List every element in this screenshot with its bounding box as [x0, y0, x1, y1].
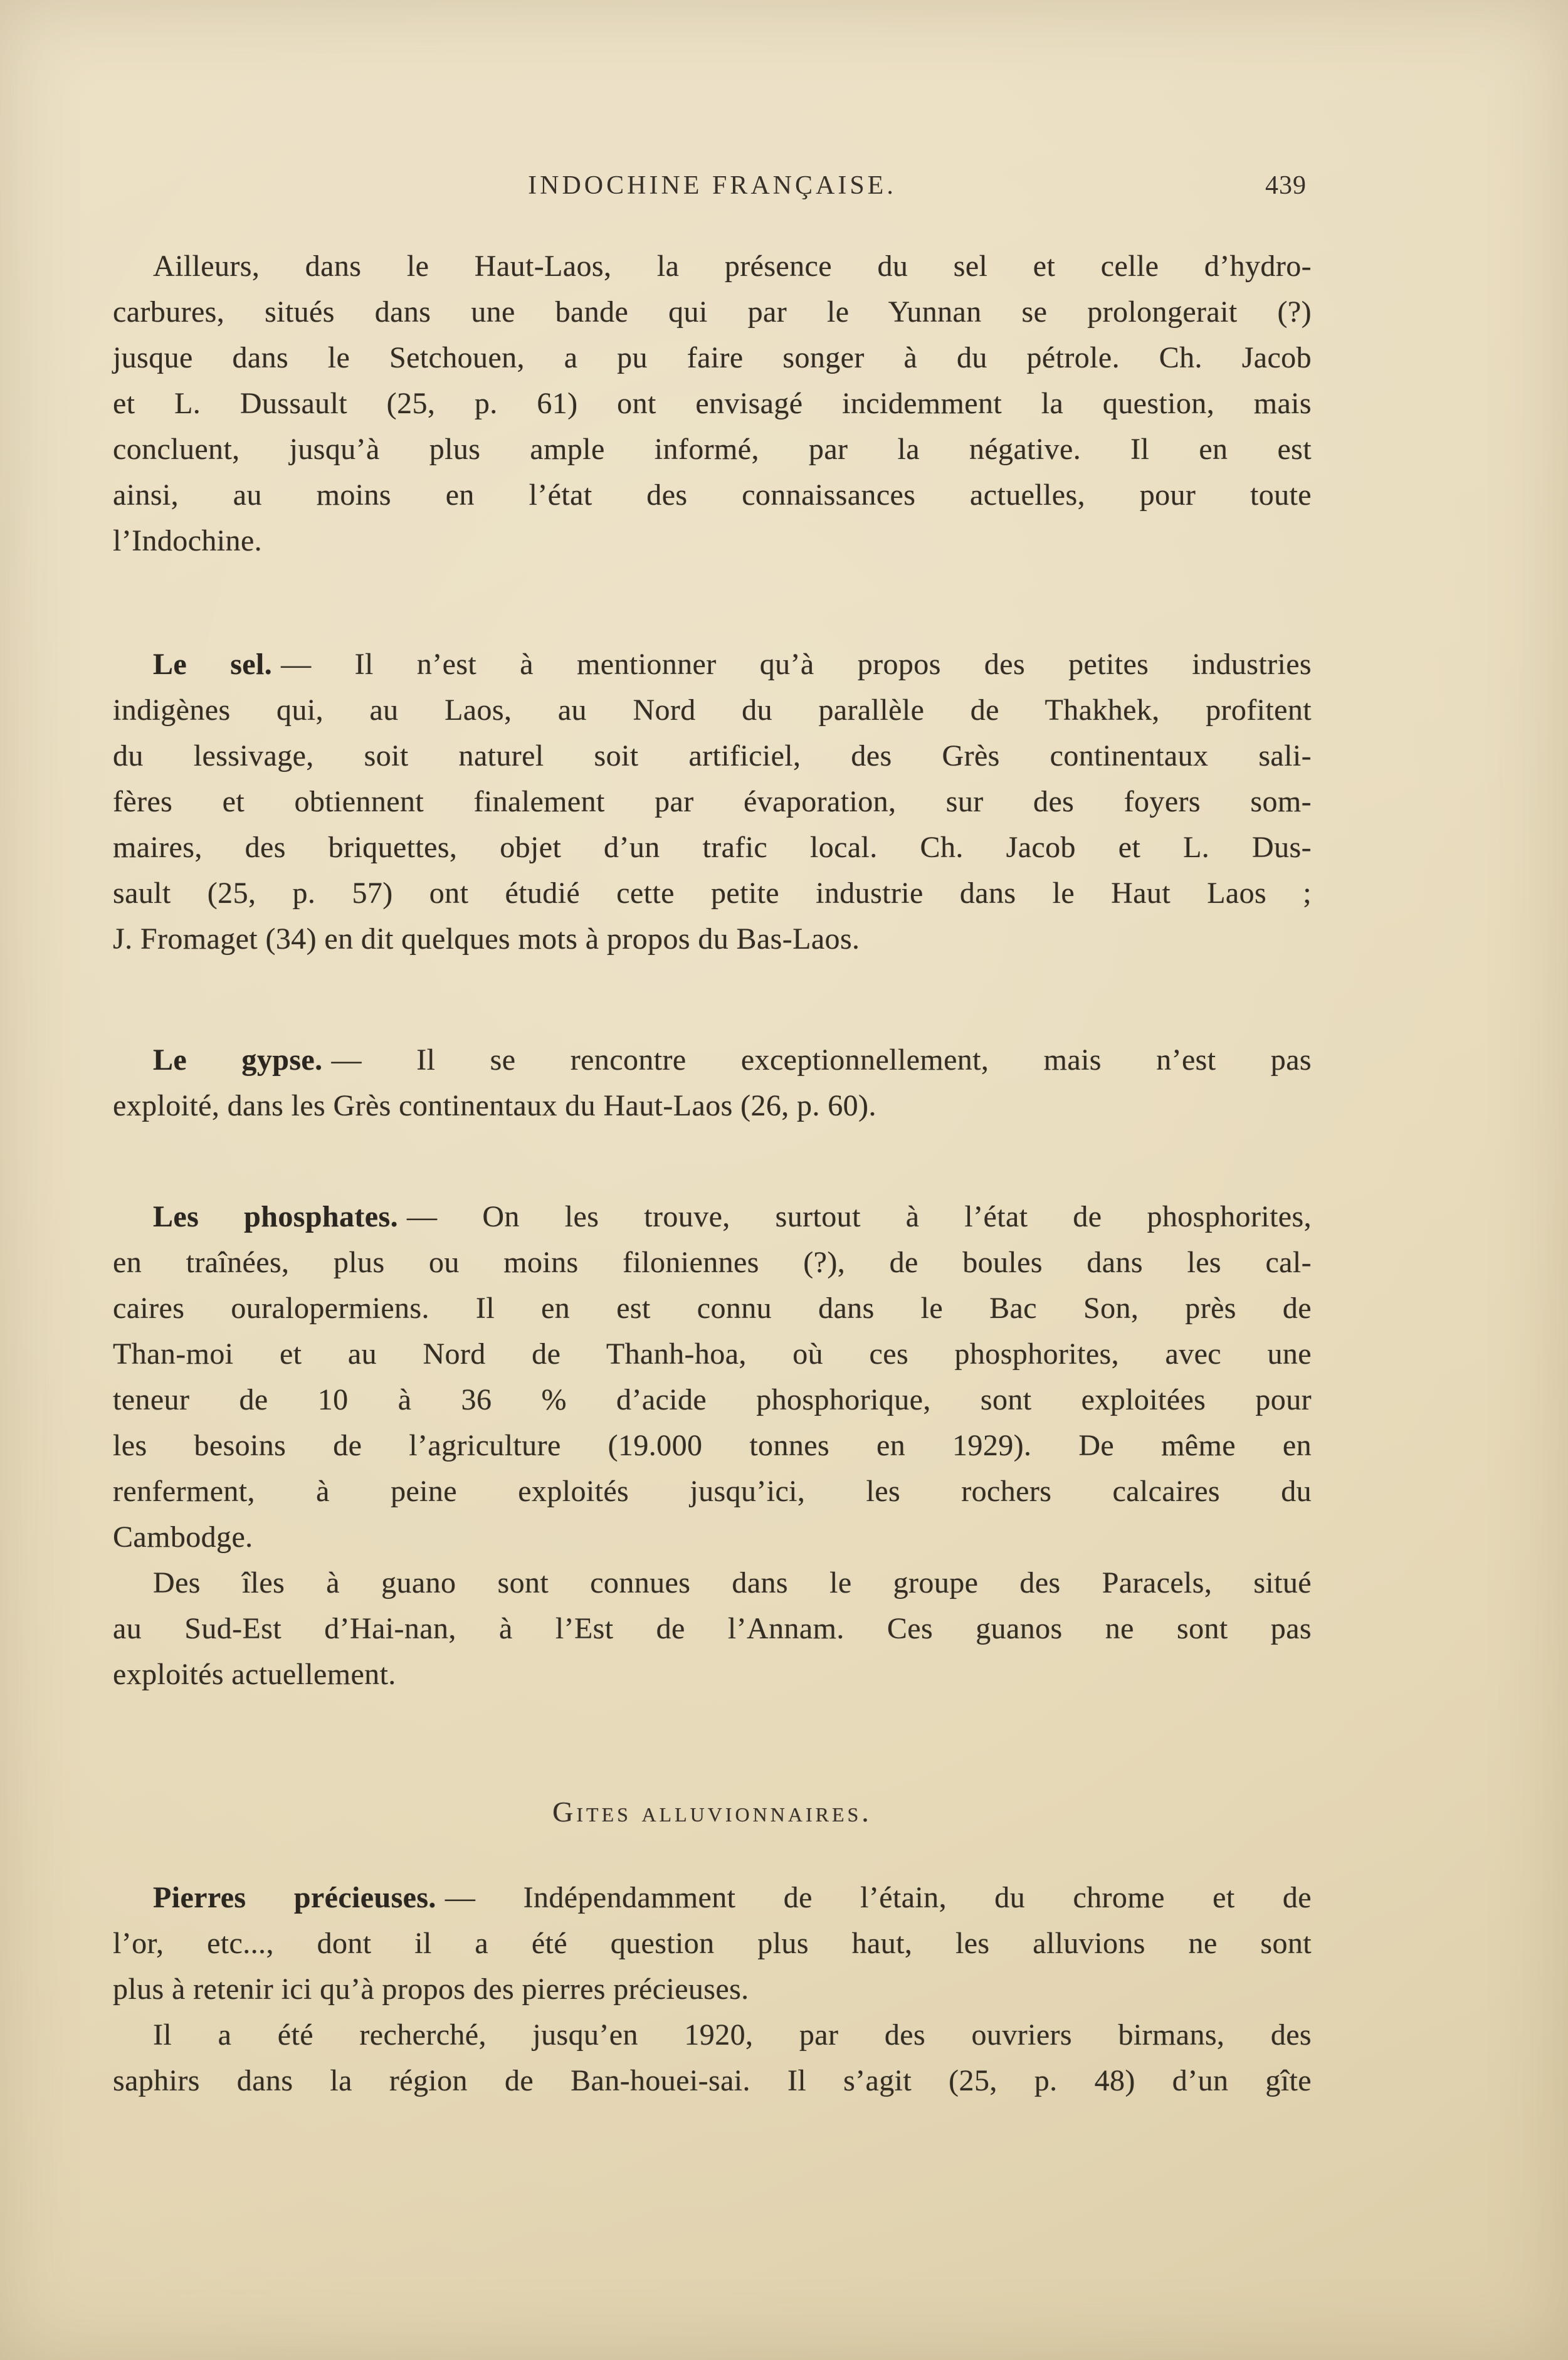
text-line: concluent, jusqu’à plus ample informé, par la négative. Il en est: [113, 433, 1312, 466]
paragraph-pierres-precieuses: [113, 1875, 1312, 2012]
text-line: l’or, etc..., dont il a été question plus haut, les alluvions ne sont: [113, 1927, 1312, 1960]
paragraph-lead: Le gypse.: [153, 1043, 323, 1077]
text-line: saphirs dans la région de Ban-houei-sai. Il s’agit (25, p. 48) d’un gîte: [113, 2064, 1312, 2097]
paragraph-les-phosphates: [113, 1194, 1312, 1560]
text-line: ainsi, au moins en l’état des connaissances actuelles, pour toute: [113, 478, 1312, 512]
text-line: Cambodge.: [113, 1520, 253, 1554]
paragraph-lead: Le sel.: [153, 648, 273, 681]
text-line: exploités actuellement.: [113, 1658, 396, 1691]
section-heading: Gites alluvionnaires.: [552, 1796, 872, 1828]
text-line: fères et obtiennent finalement par évaporation, sur des foyers som-: [113, 785, 1312, 818]
text-line: caires ouralopermiens. Il en est connu dans le Bac Son, près de: [113, 1292, 1312, 1325]
page-number: 439: [1265, 171, 1307, 200]
text-line: [113, 1194, 1312, 1240]
text-line: indigènes qui, au Laos, au Nord du parallèle de Thakhek, profitent: [113, 693, 1312, 727]
text-line: maires, des briquettes, objet d’un trafic local. Ch. Jacob et L. Dus-: [113, 831, 1312, 864]
text-line: les besoins de l’agriculture (19.000 tonnes en 1929). De même en: [113, 1429, 1312, 1462]
text-line: exploité, dans les Grès continentaux du Haut-Laos (26, p. 60).: [113, 1089, 876, 1122]
text-line: en traînées, plus ou moins filoniennes (?), de boules dans les cal-: [113, 1246, 1312, 1279]
paragraph-le-sel: [113, 641, 1312, 962]
text-line: Than-moi et au Nord de Thanh-hoa, où ces phosphorites, avec une: [113, 1337, 1312, 1371]
text-line: sault (25, p. 57) ont étudié cette petite industrie dans le Haut Laos ;: [113, 877, 1312, 910]
paragraph-hydrocarbures: [113, 243, 1312, 564]
text-run: — Il n’est à mentionner qu’à propos des petites industries: [281, 648, 1312, 681]
running-header: [113, 169, 1312, 202]
text-line: au Sud-Est d’Hai-nan, à l’Est de l’Annam. Ces guanos ne sont pas: [113, 1612, 1312, 1645]
text-line: [113, 641, 1312, 687]
text-line: jusque dans le Setchouen, a pu faire songer à du pétrole. Ch. Jacob: [113, 341, 1312, 374]
paragraph-saphirs: [113, 2012, 1312, 2104]
paragraph-lead: Pierres précieuses.: [153, 1881, 436, 1914]
header-title: INDOCHINE FRANÇAISE.: [528, 171, 897, 200]
text-line: renferment, à peine exploités jusqu’ici, les rochers calcaires du: [113, 1475, 1312, 1508]
text-line: carbures, situés dans une bande qui par le Yunnan se prolongerait (?): [113, 295, 1312, 329]
paragraph-lead: Les phosphates.: [153, 1200, 398, 1233]
text-line: [113, 1037, 1312, 1083]
text-line: Ailleurs, dans le Haut-Laos, la présence du sel et celle d’hydro-: [153, 250, 1312, 283]
text-run: — On les trouve, surtout à l’état de phosphorites,: [407, 1200, 1312, 1233]
paragraph-guano: [113, 1560, 1312, 1697]
text-line: teneur de 10 à 36 % d’acide phosphorique, sont exploitées pour: [113, 1383, 1312, 1416]
text-line: plus à retenir ici qu’à propos des pierres précieuses.: [113, 1973, 749, 2006]
text-line: Il a été recherché, jusqu’en 1920, par des ouvriers birmans, des: [153, 2018, 1312, 2052]
text-line: Des îles à guano sont connues dans le groupe des Paracels, situé: [153, 1566, 1312, 1599]
text-run: — Indépendamment de l’étain, du chrome et de: [445, 1881, 1312, 1914]
text-line: J. Fromaget (34) en dit quelques mots à propos du Bas-Laos.: [113, 922, 860, 956]
text-line: du lessivage, soit naturel soit artificiel, des Grès continentaux sali-: [113, 739, 1312, 772]
text-line: et L. Dussault (25, p. 61) ont envisagé incidemment la question, mais: [113, 387, 1312, 420]
text-block: [113, 243, 1312, 2104]
paragraph-le-gypse: [113, 1037, 1312, 1129]
text-run: — Il se rencontre exceptionnellement, mais n’est pas: [331, 1043, 1312, 1077]
text-line: l’Indochine.: [113, 524, 263, 557]
text-line: [113, 1875, 1312, 1920]
